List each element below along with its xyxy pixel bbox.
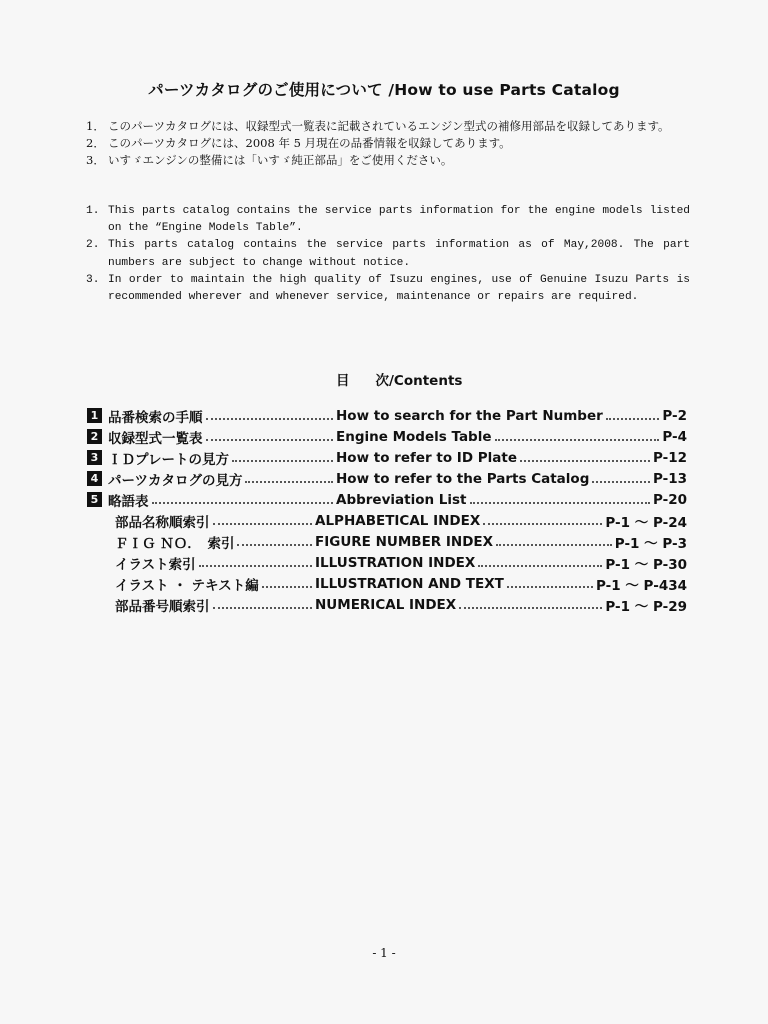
toc-page-ref: P-2: [662, 407, 687, 424]
section-number-badge: 4: [87, 471, 102, 486]
toc-en-label: ILLUSTRATION INDEX: [315, 555, 476, 572]
leader-dots: [213, 607, 313, 609]
leader-dots: [606, 418, 660, 420]
toc-jp-label: ＦＩＧ ＮＯ． 索引: [115, 536, 235, 553]
leader-dots: [245, 481, 333, 483]
toc-en-label: Engine Models Table: [336, 428, 492, 445]
toc-jp-label: パーツカタログの見方: [108, 472, 243, 489]
leader-dots: [206, 418, 334, 420]
en-note-number: 1.: [86, 205, 100, 217]
toc-entry[interactable]: [87, 468, 687, 489]
contents-heading: [336, 369, 462, 389]
toc-en-label: NUMERICAL INDEX: [315, 597, 457, 614]
toc-page-ref: P-4: [662, 428, 687, 445]
toc-en-label: ALPHABETICAL INDEX: [315, 513, 481, 530]
jp-note-2: [86, 135, 706, 152]
leader-dots: [152, 502, 334, 504]
toc-entry[interactable]: [87, 574, 687, 595]
jp-note-text: このパーツカタログには、収録型式一覧表に記載されているエンジン型式の補修用部品を収録してあります。: [108, 119, 670, 133]
section-number-badge: 2: [87, 429, 102, 444]
toc-en-label: Abbreviation List: [336, 491, 467, 508]
toc-en-label: How to refer to ID Plate: [336, 449, 517, 466]
toc-jp-label: 部品名称順索引: [115, 515, 210, 532]
toc-en-label: FIGURE NUMBER INDEX: [315, 534, 494, 551]
leader-dots: [199, 565, 312, 567]
toc-entry[interactable]: [87, 405, 687, 426]
toc-page-ref: P-1 ～ P-30: [605, 557, 687, 574]
toc-entry[interactable]: [87, 595, 687, 616]
leader-dots: [592, 481, 650, 483]
section-number-badge: 1: [87, 408, 102, 423]
en-note-3: [86, 272, 690, 306]
toc-page-ref: P-1 ～ P-24: [605, 515, 687, 532]
leader-dots: [262, 586, 312, 588]
english-notes: [86, 203, 690, 306]
toc-jp-label: イラスト ・ テキスト編: [115, 578, 259, 595]
jp-note-text: いすゞエンジンの整備には「いすゞ純正部品」をご使用ください。: [108, 153, 453, 167]
toc-en-label: How to refer to the Parts Catalog: [336, 470, 590, 487]
toc-entry[interactable]: [87, 553, 687, 574]
toc-jp-label: ＩＤプレートの見方: [108, 451, 229, 468]
en-note-2: [86, 237, 690, 271]
en-note-text: This parts catalog contains the service parts information as of May,2008. The part numbers are subject to change without notice.: [108, 239, 690, 269]
contents-heading-en: /Contents: [389, 373, 463, 389]
toc-entry[interactable]: [87, 532, 687, 553]
toc-jp-label: 品番検索の手順: [108, 409, 203, 426]
toc-entry[interactable]: [87, 426, 687, 447]
leader-dots: [470, 502, 650, 504]
toc-page-ref: P-12: [652, 449, 687, 466]
en-note-text: This parts catalog contains the service parts information for the engine models listed on the “Engine Models Table”.: [108, 205, 690, 235]
page-number: - 1 -: [372, 946, 396, 960]
en-note-number: 2.: [86, 239, 100, 252]
toc-jp-label: イラスト索引: [115, 557, 196, 574]
toc-entry[interactable]: [87, 489, 687, 510]
jp-note-text: このパーツカタログには、2008 年 5 月現在の品番情報を収録してあります。: [108, 136, 511, 150]
jp-note-number: 1．: [86, 119, 105, 133]
leader-dots: [495, 439, 660, 441]
contents-heading-jp-1: 目: [336, 373, 350, 389]
japanese-notes: [86, 118, 706, 169]
toc-en-label: ILLUSTRATION AND TEXT: [315, 576, 504, 593]
contents-heading-jp-2: 次: [375, 373, 389, 389]
toc-page-ref: P-20: [652, 491, 687, 508]
toc-page-ref: P-1 ～ P-3: [614, 536, 687, 553]
toc-entry[interactable]: [87, 447, 687, 468]
toc-en-label: How to search for the Part Number: [336, 407, 603, 424]
leader-dots: [496, 544, 612, 546]
section-number-badge: 3: [87, 450, 102, 465]
leader-dots: [483, 523, 602, 525]
jp-note-number: 2．: [86, 136, 105, 150]
leader-dots: [232, 460, 333, 462]
leader-dots: [237, 544, 312, 546]
page-title: パーツカタログのご使用について /How to use Parts Catalog: [148, 81, 620, 99]
jp-note-number: 3．: [86, 153, 105, 167]
toc-page-ref: P-13: [652, 470, 687, 487]
leader-dots: [213, 523, 313, 525]
leader-dots: [478, 565, 602, 567]
en-note-number: 3.: [86, 273, 100, 286]
toc-entry[interactable]: [87, 510, 687, 531]
table-of-contents: [87, 405, 687, 616]
leader-dots: [507, 586, 593, 588]
en-note-1: [86, 203, 690, 237]
leader-dots: [520, 460, 650, 462]
leader-dots: [206, 439, 334, 441]
toc-jp-label: 収録型式一覧表: [108, 430, 203, 447]
leader-dots: [459, 607, 602, 609]
jp-note-3: [86, 152, 706, 169]
toc-jp-label: 略語表: [108, 493, 149, 510]
section-number-badge: 5: [87, 492, 102, 507]
en-note-text: In order to maintain the high quality of Isuzu engines, use of Genuine Isuzu Parts is recommended wherever and whenever service, maintenance or repairs are required.: [108, 273, 690, 304]
toc-jp-label: 部品番号順索引: [115, 599, 210, 616]
jp-note-1: [86, 118, 706, 135]
toc-page-ref: P-1 ～ P-434: [596, 578, 687, 595]
toc-page-ref: P-1 ～ P-29: [605, 599, 687, 616]
